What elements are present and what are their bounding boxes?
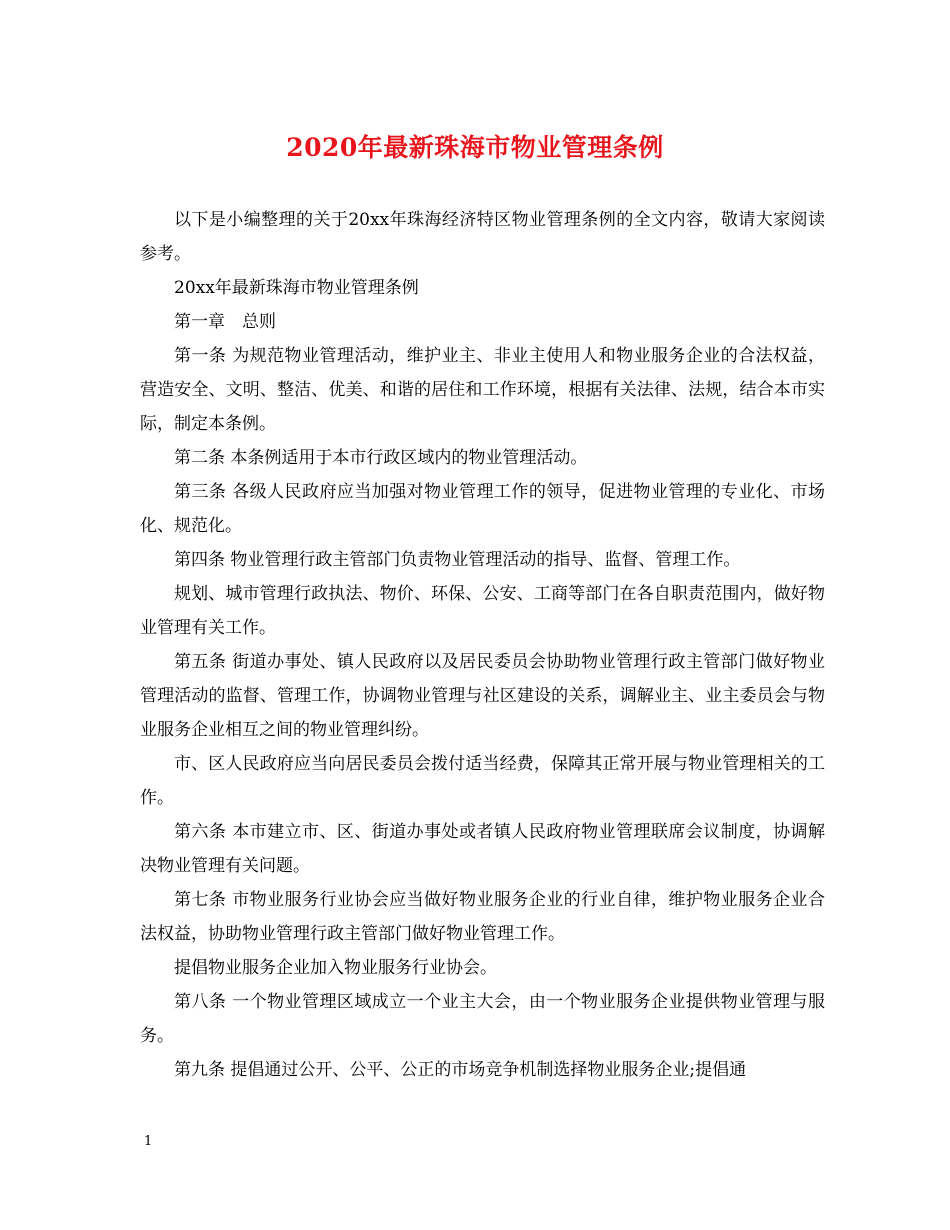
paragraph-subtitle: 20xx年最新珠海市物业管理条例 [174,278,419,298]
paragraph-intro: 以下是小编整理的关于20xx年珠海经济特区物业管理条例的全文内容，敬请大家阅读参考。 [140,210,825,264]
chapter-heading: 第一章 总则 [174,312,276,332]
article-4: 第四条 物业管理行政主管部门负责物业管理活动的指导、监督、管理工作。 [174,550,741,570]
article-9: 第九条 提倡通过公开、公平、公正的市场竞争机制选择物业服务企业;提倡通 [174,1060,747,1080]
article-6: 第六条 本市建立市、区、街道办事处或者镇人民政府物业管理联席会议制度，协调解决物业管理有关问题。 [140,822,825,876]
article-7-continued: 提倡物业服务企业加入物业服务行业协会。 [174,958,497,978]
document-body [140,203,825,1087]
article-5: 第五条 街道办事处、镇人民政府以及居民委员会协助物业管理行政主管部门做好物业管理活动的监督、管理工作，协调物业管理与社区建设的关系，调解业主、业主委员会与物业服务企业相互之间的物业管理纠纷。 [140,652,825,740]
page-number: 1 [144,1134,153,1149]
article-4-continued: 规划、城市管理行政执法、物价、环保、公安、工商等部门在各自职责范围内，做好物业管理有关工作。 [140,584,825,638]
article-2: 第二条 本条例适用于本市行政区域内的物业管理活动。 [174,448,588,468]
article-5-continued: 市、区人民政府应当向居民委员会拨付适当经费，保障其正常开展与物业管理相关的工作。 [140,754,825,808]
document-title: 2020年最新珠海市物业管理条例 [286,133,664,162]
article-8: 第八条 一个物业管理区域成立一个业主大会，由一个物业服务企业提供物业管理与服务。 [140,992,825,1046]
article-1: 第一条 为规范物业管理活动，维护业主、非业主使用人和物业服务企业的合法权益，营造安全、文明、整洁、优美、和谐的居住和工作环境，根据有关法律、法规，结合本市实际，制定本条例。 [140,346,825,434]
article-7: 第七条 市物业服务行业协会应当做好物业服务企业的行业自律，维护物业服务企业合法权益，协助物业管理行政主管部门做好物业管理工作。 [140,890,825,944]
article-3: 第三条 各级人民政府应当加强对物业管理工作的领导，促进物业管理的专业化、市场化、规范化。 [140,482,825,536]
